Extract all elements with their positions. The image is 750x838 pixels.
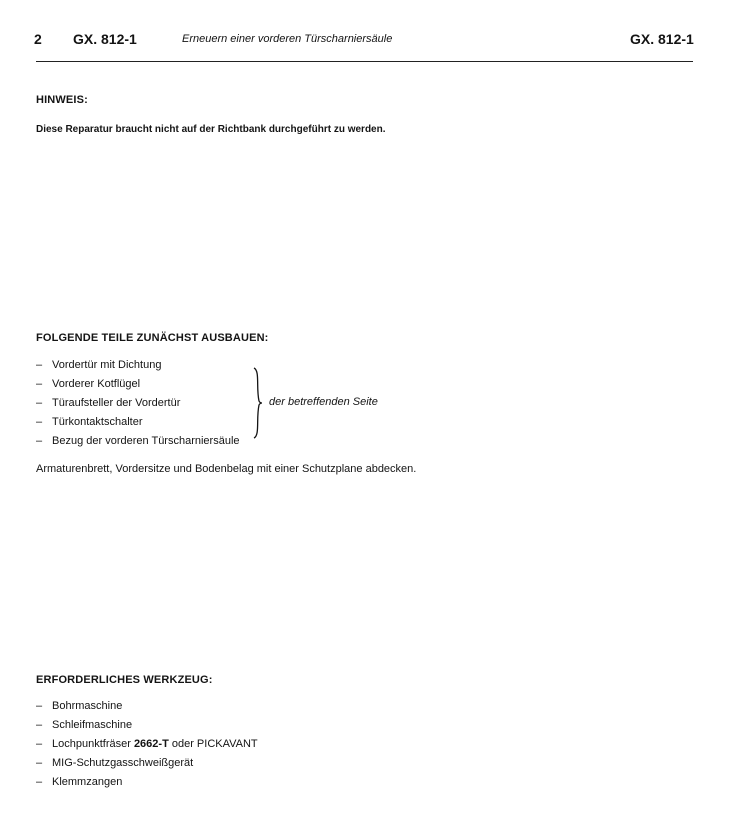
list-item: – Schleifmaschine xyxy=(36,716,258,735)
list-item: – MIG-Schutzgasschweißgerät xyxy=(36,754,258,773)
tool-code: 2662-T xyxy=(133,738,169,750)
list-item: – Klemmzangen xyxy=(36,773,258,792)
list-item: – Türkontaktschalter xyxy=(36,413,240,432)
page-number: 2 xyxy=(34,31,42,47)
list-item: – Türaufsteller der Vordertür xyxy=(36,394,240,413)
ausbauen-heading: FOLGENDE TEILE ZUNÄCHST AUSBAUEN: xyxy=(36,332,269,344)
list-item: – Bohrmaschine xyxy=(36,697,258,716)
ausbauen-list xyxy=(36,356,240,451)
werkzeug-list xyxy=(36,697,258,792)
list-item: – Vordertür mit Dichtung xyxy=(36,356,240,375)
brace-note: der betreffenden Seite xyxy=(269,396,378,408)
hinweis-text: Diese Reparatur braucht nicht auf der Richtbank durchgeführt zu werden. xyxy=(36,124,386,135)
list-item: – Bezug der vorderen Türscharniersäule xyxy=(36,432,240,451)
document-code: GX. 812-1 xyxy=(73,31,137,47)
list-item: – Vorderer Kotflügel xyxy=(36,375,240,394)
tool-name: Lochpunktfräser xyxy=(52,738,134,750)
hinweis-heading: HINWEIS: xyxy=(36,94,88,106)
tool-suffix: oder PICKAVANT xyxy=(168,738,258,750)
document-title: Erneuern einer vorderen Türscharniersäule xyxy=(182,33,393,45)
curly-brace-icon xyxy=(250,367,264,439)
header-rule xyxy=(36,61,693,62)
document-code-right: GX. 812-1 xyxy=(630,31,694,47)
list-item xyxy=(36,735,258,754)
ausbauen-note: Armaturenbrett, Vordersitze und Bodenbelag mit einer Schutzplane abdecken. xyxy=(36,463,417,475)
werkzeug-heading: ERFORDERLICHES WERKZEUG: xyxy=(36,674,213,686)
